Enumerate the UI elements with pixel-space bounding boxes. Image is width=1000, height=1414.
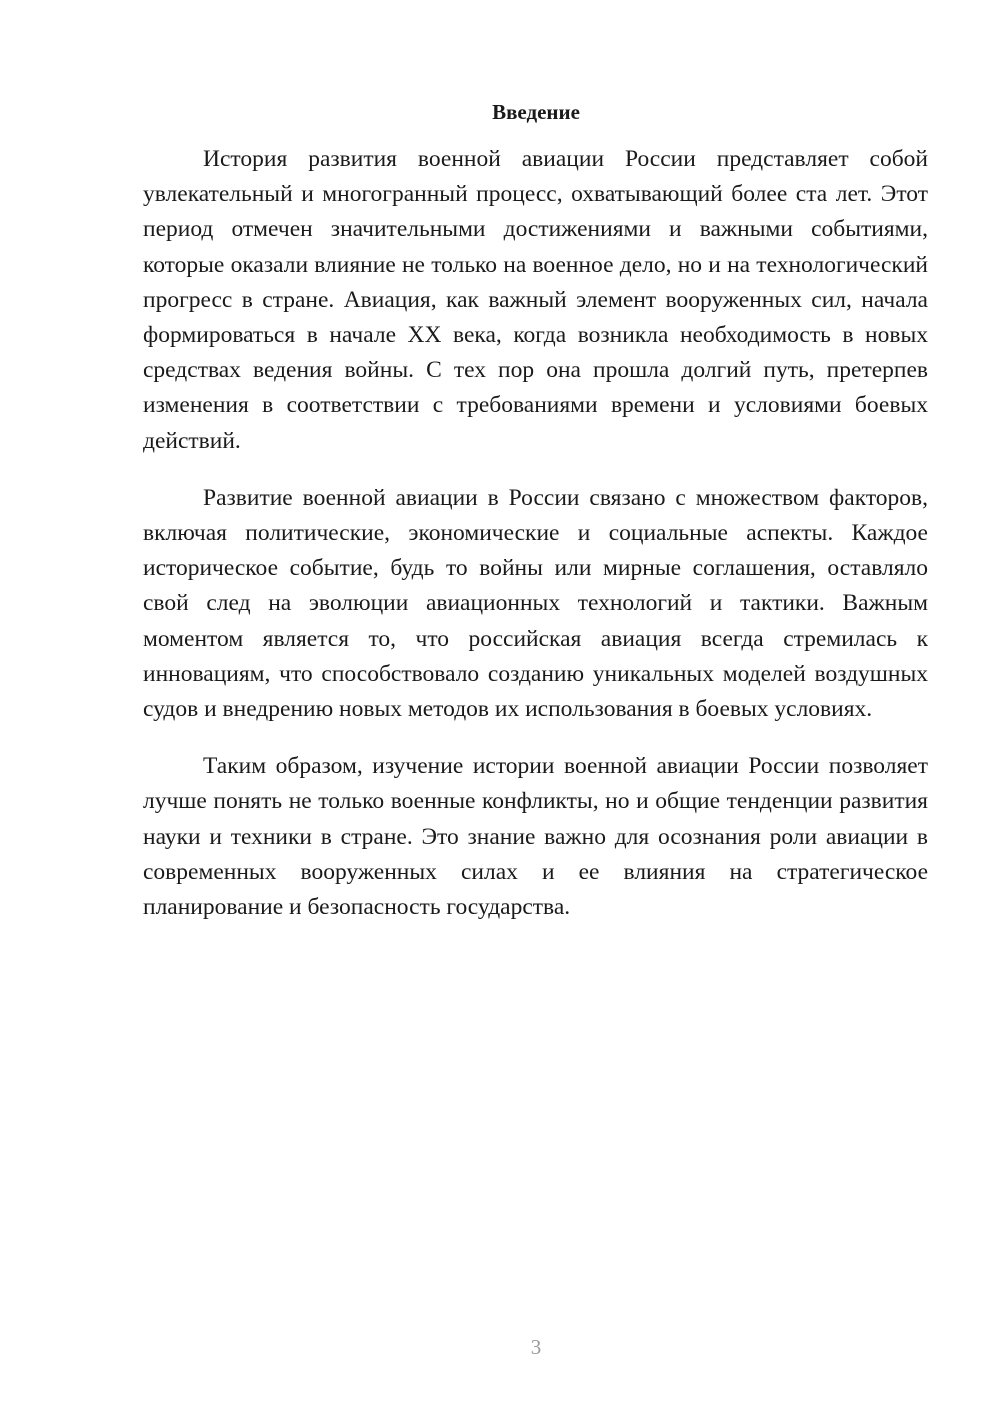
- paragraph-2: Развитие военной авиации в России связано с множеством факторов, включая политические, экономические и социальные аспекты. Каждое историческое событие, будь то войны или мирные соглашения, оставляло свой след на эволюции авиационных технологий и тактики. Важным моментом является то, что российская авиация всегда стремилась к инновациям, что способствовало созданию уникальных моделей воздушных судов и внедрению новых методов их использования в боевых условиях.: [143, 484, 928, 723]
- page-number: 3: [530, 1335, 542, 1359]
- paragraph-3: Таким образом, изучение истории военной авиации России позволяет лучше понять не только военные конфликты, но и общие тенденции развития науки и техники в стране. Это знание важно для осознания роли авиации в современных вооруженных силах и ее влияния на стратегическое планирование и безопасность государства.: [143, 753, 928, 921]
- paragraph-1: История развития военной авиации России представляет собой увлекательный и многогранный процесс, охватывающий более ста лет. Этот период отмечен значительными достижениями и важными событиями, которые оказали влияние не только на военное дело, но и на технологический прогресс в стране. Авиация, как важный элемент вооруженных сил, начала формироваться в начале XX века, когда возникла необходимость в новых средствах ведения войны. С тех пор она прошла долгий путь, претерпев изменения в соответствии с требованиями времени и условиями боевых действий.: [143, 146, 928, 454]
- section-heading: Введение: [492, 100, 580, 124]
- body-text: [143, 142, 928, 947]
